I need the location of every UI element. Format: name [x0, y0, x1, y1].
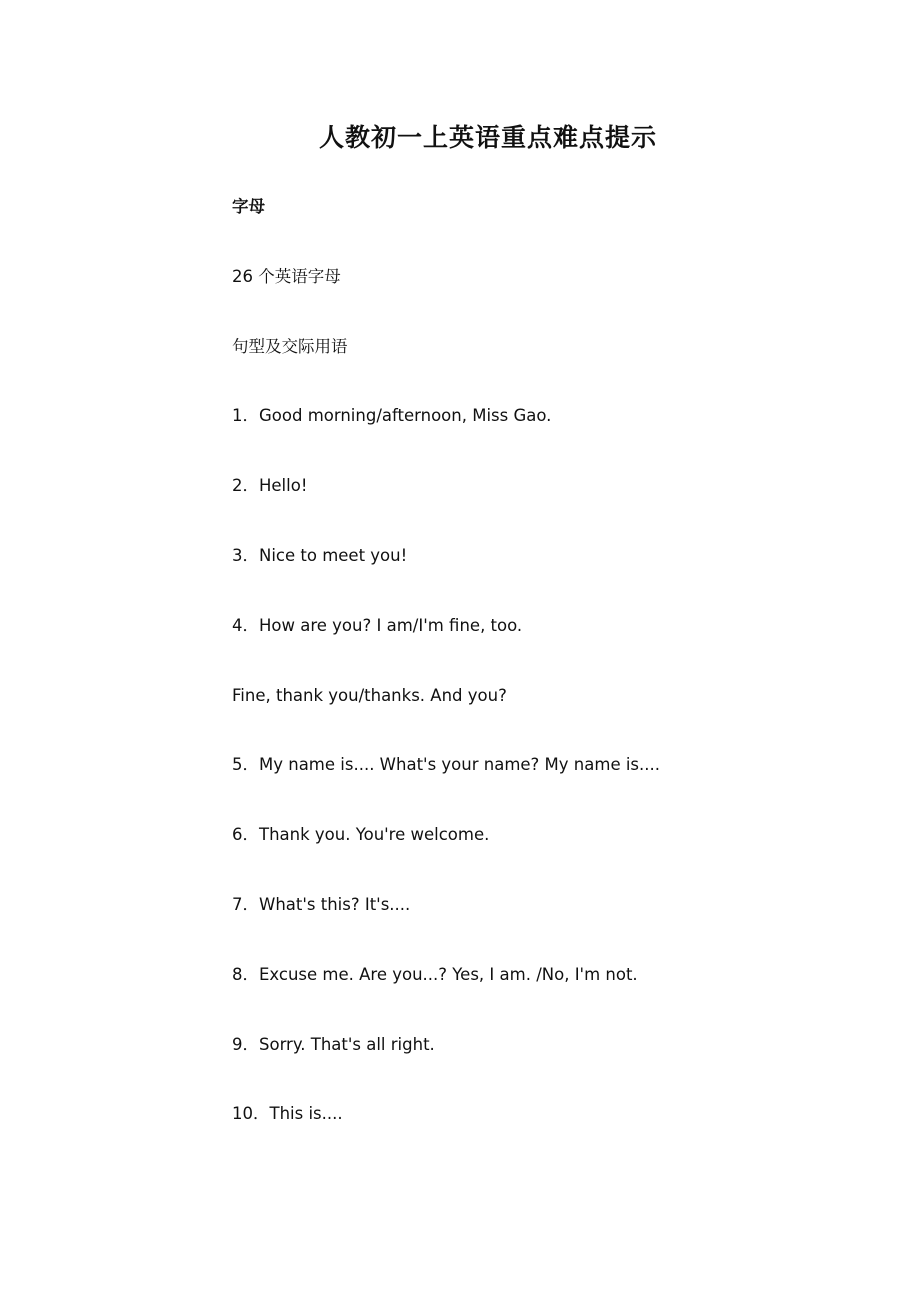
page-title: 人教初一上英语重点难点提示 [318, 123, 657, 152]
sentence-line: Fine, thank you/thanks. And you? [232, 686, 507, 705]
sentence-line: 10．This is.... [232, 1104, 343, 1123]
sentence-line: 7．What's this? It's.... [232, 895, 411, 914]
sentence-line: 4．How are you? I am/I'm fine, too. [232, 616, 523, 635]
sentence-line: 9．Sorry. That's all right. [232, 1035, 435, 1054]
sentence-line: 2．Hello! [232, 476, 308, 495]
sentence-line: 3．Nice to meet you! [232, 546, 408, 565]
sentence-line: 1．Good morning/afternoon, Miss Gao. [232, 406, 552, 425]
letters-text: 26 个英语字母 [232, 267, 341, 286]
sentence-line: 8．Excuse me. Are you...? Yes, I am. /No, I'm not. [232, 965, 638, 984]
sentence-line: 5．My name is.... What's your name? My name is.... [232, 755, 661, 774]
section-heading-letters: 字母 [232, 197, 265, 216]
section-heading-sentences: 句型及交际用语 [232, 337, 348, 356]
sentence-line: 6．Thank you. You're welcome. [232, 825, 490, 844]
